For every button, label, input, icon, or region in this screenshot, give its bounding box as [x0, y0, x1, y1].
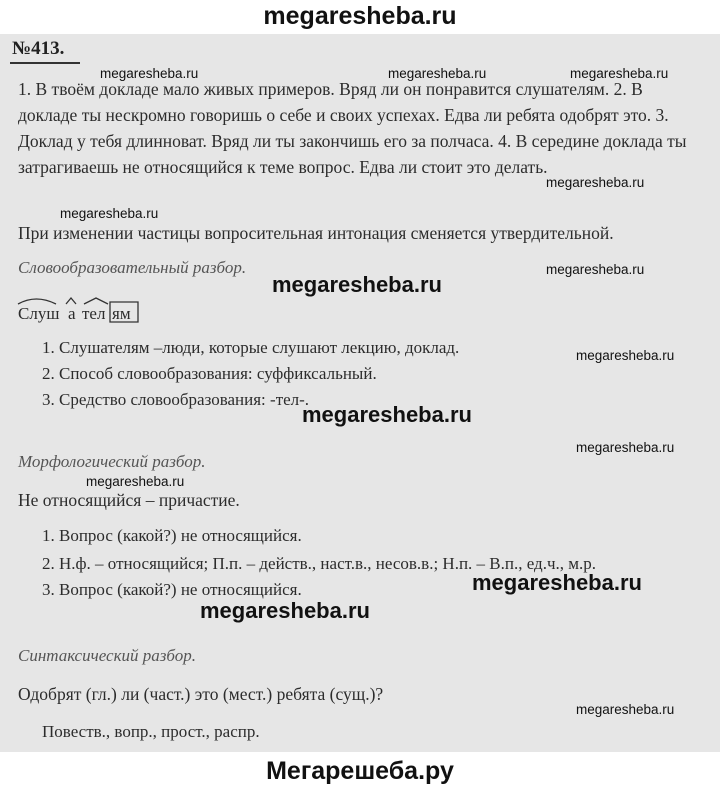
- watermark: megaresheba.ru: [100, 66, 199, 81]
- word-formation-item-2: 2. Способ словообразования: суффиксальный.: [42, 364, 377, 383]
- morpheme-root: Слуш: [18, 304, 60, 323]
- syntax-heading: Синтаксический разбор.: [18, 646, 196, 665]
- word-formation-heading: Словообразовательный разбор.: [18, 258, 247, 277]
- footer-title: Мегарешеба.ру: [266, 757, 454, 785]
- textbook-page: [0, 34, 720, 752]
- watermark: megaresheba.ru: [86, 474, 185, 489]
- morphology-heading: Морфологический разбор.: [18, 452, 206, 471]
- word-formation-item-1: 1. Слушателям –люди, которые слушают лекцию, доклад.: [42, 338, 460, 357]
- watermark-large: megaresheba.ru: [272, 272, 442, 297]
- morphology-item-2: 2. Н.ф. – относящийся; П.п. – действ., наст.в., несов.в.; Н.п. – В.п., ед.ч., м.р.: [42, 554, 597, 573]
- morpheme-suffix: тел: [82, 304, 106, 323]
- morphology-item-1: 1. Вопрос (какой?) не относящийся.: [42, 526, 302, 545]
- morpheme-diagram: [16, 296, 156, 326]
- watermark: megaresheba.ru: [546, 175, 645, 190]
- number-rule: [10, 62, 80, 64]
- watermark: megaresheba.ru: [546, 262, 645, 277]
- watermark: megaresheba.ru: [388, 66, 487, 81]
- watermark: megaresheba.ru: [570, 66, 669, 81]
- syntax-sentence: Одобрят (гл.) ли (част.) это (мест.) ребята (сущ.)?: [18, 684, 384, 704]
- watermark: megaresheba.ru: [60, 206, 159, 221]
- watermark-large: megaresheba.ru: [302, 402, 472, 427]
- syntax-characteristics: Повеств., вопр., прост., распр.: [42, 722, 260, 741]
- word-formation-item-3: 3. Средство словообразования: -тел-.: [42, 390, 310, 409]
- morphology-item-3: 3. Вопрос (какой?) не относящийся.: [42, 580, 302, 599]
- watermark: megaresheba.ru: [576, 348, 675, 363]
- watermark-large: megaresheba.ru: [472, 570, 642, 595]
- watermark-large: megaresheba.ru: [200, 598, 370, 623]
- watermark: megaresheba.ru: [576, 702, 675, 717]
- watermark: megaresheba.ru: [576, 440, 675, 455]
- site-title: megaresheba.ru: [263, 2, 457, 30]
- morpheme-suffix: а: [68, 304, 76, 323]
- morpheme-ending: ям: [112, 304, 131, 323]
- particle-note: При изменении частицы вопросительная интонация сменяется утвердительной.: [18, 223, 614, 243]
- morphology-intro: Не относящийся – причастие.: [18, 490, 240, 510]
- exercise-number: №413.: [12, 38, 65, 59]
- exercise-paragraph: 1. В твоём докладе мало живых примеров. Вряд ли он понравится слушателям. 2. В докладе ты нескромно говоришь о себе и своих успехах. Едва ли ребята одобрят это. 3. Доклад у тебя длинноват. Вряд ли ты закончишь его за полчаса. 4. В середине доклада ты затрагиваешь не относящийся к теме вопрос. Едва ли стоит это делать.: [18, 79, 687, 177]
